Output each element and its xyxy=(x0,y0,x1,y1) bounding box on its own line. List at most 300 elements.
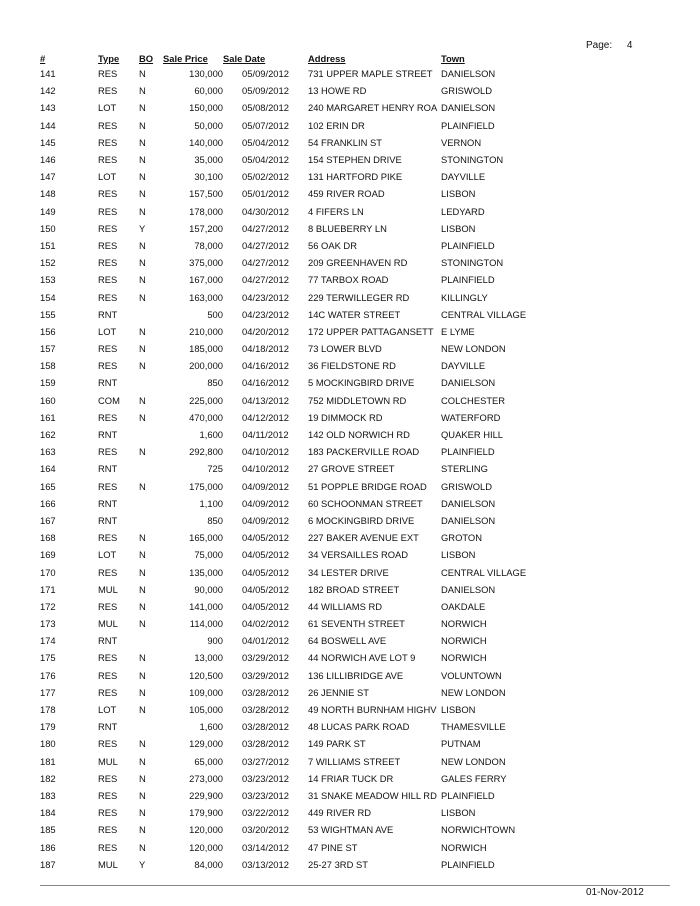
cell-address: 51 POPPLE BRIDGE ROAD xyxy=(308,480,427,492)
table-header-row xyxy=(40,51,541,65)
cell-sale-date: 04/09/2012 xyxy=(242,480,289,492)
cell-sale-date: 05/09/2012 xyxy=(242,85,289,97)
cell-town: PLAINFIELD xyxy=(441,119,495,131)
cell-sale-date: 04/01/2012 xyxy=(242,635,289,647)
cell-type: RNT xyxy=(98,497,118,509)
cell-type: MUL xyxy=(98,858,118,870)
header-number: # xyxy=(40,52,46,64)
cell-sale-price: 130,000 xyxy=(189,68,223,80)
cell-number: 154 xyxy=(40,291,56,303)
table-row xyxy=(40,82,541,99)
table-row xyxy=(40,770,541,787)
cell-number: 152 xyxy=(40,257,56,269)
cell-bo: Y xyxy=(139,222,146,234)
cell-sale-price: 178,000 xyxy=(189,205,223,217)
cell-type: RES xyxy=(98,68,118,80)
cell-sale-date: 04/11/2012 xyxy=(242,429,289,441)
cell-address: 102 ERIN DR xyxy=(308,119,365,131)
cell-sale-date: 03/29/2012 xyxy=(242,669,289,681)
cell-address: 172 UPPER PATTAGANSETT xyxy=(308,325,434,337)
cell-sale-date: 03/13/2012 xyxy=(242,858,289,870)
header-bo: BO xyxy=(139,52,154,64)
cell-bo: N xyxy=(139,188,146,200)
cell-sale-date: 05/02/2012 xyxy=(242,171,289,183)
cell-sale-price: 900 xyxy=(207,635,223,647)
table-row xyxy=(40,151,541,168)
table-row xyxy=(40,529,541,546)
cell-bo: N xyxy=(139,102,146,114)
table-row xyxy=(40,168,541,185)
cell-number: 173 xyxy=(40,618,56,630)
cell-bo: N xyxy=(139,807,146,819)
cell-number: 157 xyxy=(40,343,56,355)
cell-sale-price: 105,000 xyxy=(189,704,223,716)
cell-town: LISBON xyxy=(441,807,476,819)
cell-town: STONINGTON xyxy=(441,154,504,166)
cell-type: RES xyxy=(98,257,118,269)
cell-type: RES xyxy=(98,824,118,836)
cell-bo: N xyxy=(139,841,146,853)
cell-sale-price: 150,000 xyxy=(189,102,223,114)
cell-address: 752 MIDDLETOWN RD xyxy=(308,394,407,406)
cell-town: DANIELSON xyxy=(441,377,496,389)
cell-sale-date: 04/16/2012 xyxy=(242,360,289,372)
cell-town: PLAINFIELD xyxy=(441,858,495,870)
cell-sale-price: 141,000 xyxy=(189,600,223,612)
cell-bo: N xyxy=(139,600,146,612)
cell-sale-price: 50,000 xyxy=(194,119,223,131)
cell-number: 148 xyxy=(40,188,56,200)
cell-bo: N xyxy=(139,343,146,355)
cell-sale-price: 725 xyxy=(207,463,223,475)
cell-type: RES xyxy=(98,136,118,148)
cell-sale-price: 185,000 xyxy=(189,343,223,355)
cell-sale-price: 850 xyxy=(207,377,223,389)
cell-bo xyxy=(139,306,163,323)
cell-address: 53 WIGHTMAN AVE xyxy=(308,824,394,836)
cell-sale-date: 04/12/2012 xyxy=(242,411,289,423)
cell-address: 459 RIVER ROAD xyxy=(308,188,385,200)
cell-sale-price: 13,000 xyxy=(194,652,223,664)
cell-address: 36 FIELDSTONE RD xyxy=(308,360,396,372)
cell-sale-date: 03/27/2012 xyxy=(242,755,289,767)
table-row xyxy=(40,684,541,701)
cell-number: 144 xyxy=(40,119,56,131)
cell-sale-date: 04/10/2012 xyxy=(242,446,289,458)
cell-town: PLAINFIELD xyxy=(441,274,495,286)
cell-number: 169 xyxy=(40,549,56,561)
cell-sale-price: 75,000 xyxy=(194,549,223,561)
table-row xyxy=(40,426,541,443)
cell-bo: N xyxy=(139,291,146,303)
cell-town: DANIELSON xyxy=(441,102,496,114)
cell-number: 186 xyxy=(40,841,56,853)
cell-town: GALES FERRY xyxy=(441,772,507,784)
cell-town: NEW LONDON xyxy=(441,343,506,355)
cell-sale-price: 120,500 xyxy=(189,669,223,681)
cell-number: 183 xyxy=(40,789,56,801)
cell-type: RES xyxy=(98,600,118,612)
cell-address: 77 TARBOX ROAD xyxy=(308,274,389,286)
cell-sale-price: 850 xyxy=(207,514,223,526)
cell-bo: N xyxy=(139,325,146,337)
cell-address: 7 WILLIAMS STREET xyxy=(308,755,401,767)
cell-sale-price: 35,000 xyxy=(194,154,223,166)
cell-town: E LYME xyxy=(441,325,475,337)
cell-town: THAMESVILLE xyxy=(441,721,506,733)
cell-number: 166 xyxy=(40,497,56,509)
table-row xyxy=(40,254,541,271)
cell-bo: N xyxy=(139,274,146,286)
cell-address: 64 BOSWELL AVE xyxy=(308,635,387,647)
cell-sale-date: 04/05/2012 xyxy=(242,566,289,578)
cell-sale-price: 1,600 xyxy=(199,721,223,733)
cell-town: CENTRAL VILLAGE xyxy=(441,308,527,320)
cell-address: 48 LUCAS PARK ROAD xyxy=(308,721,410,733)
cell-sale-price: 90,000 xyxy=(194,583,223,595)
table-row xyxy=(40,512,541,529)
cell-sale-price: 1,100 xyxy=(199,497,223,509)
cell-bo: N xyxy=(139,257,146,269)
table-row xyxy=(40,667,541,684)
cell-address: 54 FRANKLIN ST xyxy=(308,136,382,148)
cell-type: LOT xyxy=(98,549,117,561)
cell-sale-price: 375,000 xyxy=(189,257,223,269)
cell-town: DANIELSON xyxy=(441,583,496,595)
cell-sale-date: 04/27/2012 xyxy=(242,222,289,234)
table-row xyxy=(40,99,541,116)
cell-sale-date: 05/01/2012 xyxy=(242,188,289,200)
cell-number: 150 xyxy=(40,222,56,234)
cell-sale-price: 84,000 xyxy=(194,858,223,870)
cell-number: 153 xyxy=(40,274,56,286)
cell-type: RES xyxy=(98,446,118,458)
table-row xyxy=(40,821,541,838)
cell-type: RNT xyxy=(98,377,118,389)
cell-sale-price: 60,000 xyxy=(194,85,223,97)
cell-address: 136 LILLIBRIDGE AVE xyxy=(308,669,404,681)
cell-type: MUL xyxy=(98,583,118,595)
table-row xyxy=(40,615,541,632)
cell-type: RES xyxy=(98,274,118,286)
cell-bo: N xyxy=(139,136,146,148)
cell-sale-price: 129,000 xyxy=(189,738,223,750)
cell-bo xyxy=(139,460,163,477)
cell-sale-date: 03/28/2012 xyxy=(242,738,289,750)
cell-sale-date: 03/28/2012 xyxy=(242,686,289,698)
cell-address: 27 GROVE STREET xyxy=(308,463,395,475)
cell-type: RES xyxy=(98,532,118,544)
cell-type: RES xyxy=(98,85,118,97)
cell-town: LISBON xyxy=(441,549,476,561)
cell-number: 164 xyxy=(40,463,56,475)
cell-address: 73 LOWER BLVD xyxy=(308,343,382,355)
footer-divider xyxy=(40,885,670,886)
cell-sale-date: 03/29/2012 xyxy=(242,652,289,664)
cell-sale-date: 04/13/2012 xyxy=(242,394,289,406)
cell-number: 182 xyxy=(40,772,56,784)
cell-number: 167 xyxy=(40,514,56,526)
cell-town: LEDYARD xyxy=(441,205,485,217)
cell-bo: N xyxy=(139,154,146,166)
table-row xyxy=(40,288,541,305)
cell-type: RES xyxy=(98,686,118,698)
cell-number: 147 xyxy=(40,171,56,183)
cell-type: RES xyxy=(98,566,118,578)
cell-number: 175 xyxy=(40,652,56,664)
cell-number: 141 xyxy=(40,68,56,80)
cell-town: PUTNAM xyxy=(441,738,481,750)
header-type: Type xyxy=(98,52,120,64)
cell-number: 172 xyxy=(40,600,56,612)
cell-town: GROTON xyxy=(441,532,482,544)
cell-bo: N xyxy=(139,480,146,492)
cell-number: 174 xyxy=(40,635,56,647)
cell-sale-date: 03/28/2012 xyxy=(242,704,289,716)
cell-bo: N xyxy=(139,652,146,664)
table-row xyxy=(40,185,541,202)
cell-bo: N xyxy=(139,755,146,767)
cell-bo: N xyxy=(139,446,146,458)
footer-date: 01-Nov-2012 xyxy=(586,887,644,898)
table-row xyxy=(40,203,541,220)
cell-type: RES xyxy=(98,343,118,355)
page-label: Page: xyxy=(586,40,613,51)
cell-sale-price: 210,000 xyxy=(189,325,223,337)
cell-sale-price: 470,000 xyxy=(189,411,223,423)
cell-town: STONINGTON xyxy=(441,257,504,269)
cell-sale-price: 1,600 xyxy=(199,429,223,441)
cell-number: 179 xyxy=(40,721,56,733)
cell-type: RES xyxy=(98,789,118,801)
cell-town: KILLINGLY xyxy=(441,291,488,303)
cell-address: 60 SCHOONMAN STREET xyxy=(308,497,423,509)
cell-sale-date: 04/16/2012 xyxy=(242,377,289,389)
cell-town: STERLING xyxy=(441,463,488,475)
table-row xyxy=(40,478,541,495)
table-row xyxy=(40,856,541,873)
cell-bo: N xyxy=(139,618,146,630)
cell-bo: N xyxy=(139,583,146,595)
cell-address: 209 GREENHAVEN RD xyxy=(308,257,408,269)
cell-town: NORWICHTOWN xyxy=(441,824,516,836)
cell-sale-price: 273,000 xyxy=(189,772,223,784)
cell-address: 34 VERSAILLES ROAD xyxy=(308,549,409,561)
cell-address: 142 OLD NORWICH RD xyxy=(308,429,410,441)
table-row xyxy=(40,306,541,323)
table-row xyxy=(40,271,541,288)
cell-town: LISBON xyxy=(441,704,476,716)
cell-sale-price: 200,000 xyxy=(189,360,223,372)
cell-sale-price: 165,000 xyxy=(189,532,223,544)
cell-town: LISBON xyxy=(441,188,476,200)
cell-bo: N xyxy=(139,360,146,372)
table-row xyxy=(40,220,541,237)
table-row xyxy=(40,838,541,855)
cell-type: MUL xyxy=(98,755,118,767)
cell-town: PLAINFIELD xyxy=(441,239,495,251)
cell-sale-date: 04/05/2012 xyxy=(242,600,289,612)
header-sale-date: Sale Date xyxy=(223,52,266,64)
cell-bo: N xyxy=(139,205,146,217)
cell-sale-price: 65,000 xyxy=(194,755,223,767)
cell-type: RNT xyxy=(98,308,118,320)
cell-type: LOT xyxy=(98,102,117,114)
cell-number: 151 xyxy=(40,239,56,251)
cell-sale-price: 135,000 xyxy=(189,566,223,578)
cell-sale-date: 04/23/2012 xyxy=(242,308,289,320)
cell-bo xyxy=(139,632,163,649)
sales-table xyxy=(40,51,541,873)
table-row xyxy=(40,495,541,512)
cell-sale-date: 04/27/2012 xyxy=(242,257,289,269)
cell-address: 449 RIVER RD xyxy=(308,807,372,819)
table-row xyxy=(40,804,541,821)
cell-sale-date: 04/18/2012 xyxy=(242,343,289,355)
cell-type: RES xyxy=(98,360,118,372)
cell-bo: N xyxy=(139,824,146,836)
cell-bo: N xyxy=(139,171,146,183)
cell-address: 5 MOCKINGBIRD DRIVE xyxy=(308,377,415,389)
cell-town: WATERFORD xyxy=(441,411,501,423)
cell-sale-price: 225,000 xyxy=(189,394,223,406)
table-row xyxy=(40,340,541,357)
cell-number: 156 xyxy=(40,325,56,337)
cell-address: 183 PACKERVILLE ROAD xyxy=(308,446,420,458)
cell-address: 131 HARTFORD PIKE xyxy=(308,171,403,183)
table-row xyxy=(40,581,541,598)
cell-bo: N xyxy=(139,789,146,801)
cell-town: GRISWOLD xyxy=(441,85,493,97)
cell-type: RES xyxy=(98,188,118,200)
cell-sale-price: 175,000 xyxy=(189,480,223,492)
cell-type: RES xyxy=(98,239,118,251)
cell-address: 61 SEVENTH STREET xyxy=(308,618,405,630)
cell-sale-date: 04/20/2012 xyxy=(242,325,289,337)
cell-address: 154 STEPHEN DRIVE xyxy=(308,154,402,166)
cell-address: 731 UPPER MAPLE STREET xyxy=(308,68,433,80)
cell-town: NEW LONDON xyxy=(441,755,506,767)
cell-address: 44 WILLIAMS RD xyxy=(308,600,382,612)
cell-number: 145 xyxy=(40,136,56,148)
cell-sale-date: 04/09/2012 xyxy=(242,514,289,526)
cell-type: RES xyxy=(98,154,118,166)
cell-type: RNT xyxy=(98,721,118,733)
cell-type: RES xyxy=(98,119,118,131)
cell-address: 227 BAKER AVENUE EXT xyxy=(308,532,419,544)
cell-type: RES xyxy=(98,222,118,234)
cell-sale-date: 03/14/2012 xyxy=(242,841,289,853)
cell-address: 19 DIMMOCK RD xyxy=(308,411,383,423)
cell-sale-date: 04/05/2012 xyxy=(242,583,289,595)
cell-town: NORWICH xyxy=(441,652,487,664)
cell-sale-date: 03/22/2012 xyxy=(242,807,289,819)
cell-number: 168 xyxy=(40,532,56,544)
table-row xyxy=(40,460,541,477)
cell-sale-date: 04/27/2012 xyxy=(242,239,289,251)
cell-number: 177 xyxy=(40,686,56,698)
table-row xyxy=(40,563,541,580)
cell-number: 143 xyxy=(40,102,56,114)
cell-bo: Y xyxy=(139,858,146,870)
cell-address: 44 NORWICH AVE LOT 9 xyxy=(308,652,416,664)
cell-type: RES xyxy=(98,669,118,681)
cell-town: COLCHESTER xyxy=(441,394,506,406)
table-row xyxy=(40,374,541,391)
cell-town: OAKDALE xyxy=(441,600,486,612)
cell-sale-price: 167,000 xyxy=(189,274,223,286)
cell-sale-date: 03/28/2012 xyxy=(242,721,289,733)
cell-sale-price: 229,900 xyxy=(189,789,223,801)
cell-type: RES xyxy=(98,652,118,664)
cell-number: 149 xyxy=(40,205,56,217)
cell-bo: N xyxy=(139,704,146,716)
cell-sale-date: 05/08/2012 xyxy=(242,102,289,114)
cell-address: 47 PINE ST xyxy=(308,841,358,853)
cell-address: 31 SNAKE MEADOW HILL RD xyxy=(308,789,437,801)
cell-sale-date: 04/05/2012 xyxy=(242,532,289,544)
cell-address: 149 PARK ST xyxy=(308,738,366,750)
cell-address: 34 LESTER DRIVE xyxy=(308,566,389,578)
cell-type: MUL xyxy=(98,618,118,630)
cell-town: LISBON xyxy=(441,222,476,234)
cell-town: GRISWOLD xyxy=(441,480,493,492)
cell-sale-price: 114,000 xyxy=(189,618,223,630)
page-indicator xyxy=(586,40,632,51)
cell-sale-date: 04/09/2012 xyxy=(242,497,289,509)
cell-sale-price: 30,100 xyxy=(194,171,223,183)
cell-type: RES xyxy=(98,807,118,819)
cell-type: RES xyxy=(98,411,118,423)
cell-type: COM xyxy=(98,394,120,406)
cell-town: NEW LONDON xyxy=(441,686,506,698)
cell-number: 142 xyxy=(40,85,56,97)
cell-number: 163 xyxy=(40,446,56,458)
cell-address: 13 HOWE RD xyxy=(308,85,367,97)
cell-number: 146 xyxy=(40,154,56,166)
cell-sale-price: 500 xyxy=(207,308,223,320)
cell-bo xyxy=(139,718,163,735)
cell-type: RES xyxy=(98,205,118,217)
cell-bo: N xyxy=(139,532,146,544)
cell-town: NORWICH xyxy=(441,635,487,647)
cell-number: 155 xyxy=(40,308,56,320)
cell-sale-date: 05/04/2012 xyxy=(242,136,289,148)
cell-town: CENTRAL VILLAGE xyxy=(441,566,527,578)
cell-type: RNT xyxy=(98,463,118,475)
cell-bo: N xyxy=(139,772,146,784)
table-row xyxy=(40,443,541,460)
cell-sale-date: 04/30/2012 xyxy=(242,205,289,217)
cell-bo xyxy=(139,426,163,443)
cell-address: 14 FRIAR TUCK DR xyxy=(308,772,394,784)
cell-sale-price: 163,000 xyxy=(189,291,223,303)
table-row xyxy=(40,632,541,649)
cell-sale-price: 78,000 xyxy=(194,239,223,251)
cell-type: RES xyxy=(98,738,118,750)
cell-sale-price: 140,000 xyxy=(189,136,223,148)
cell-bo xyxy=(139,495,163,512)
cell-sale-date: 05/07/2012 xyxy=(242,119,289,131)
cell-type: RES xyxy=(98,841,118,853)
cell-number: 162 xyxy=(40,429,56,441)
table-row xyxy=(40,701,541,718)
header-address: Address xyxy=(308,52,346,64)
cell-number: 176 xyxy=(40,669,56,681)
cell-type: LOT xyxy=(98,325,117,337)
cell-sale-date: 04/05/2012 xyxy=(242,549,289,561)
table-row xyxy=(40,409,541,426)
